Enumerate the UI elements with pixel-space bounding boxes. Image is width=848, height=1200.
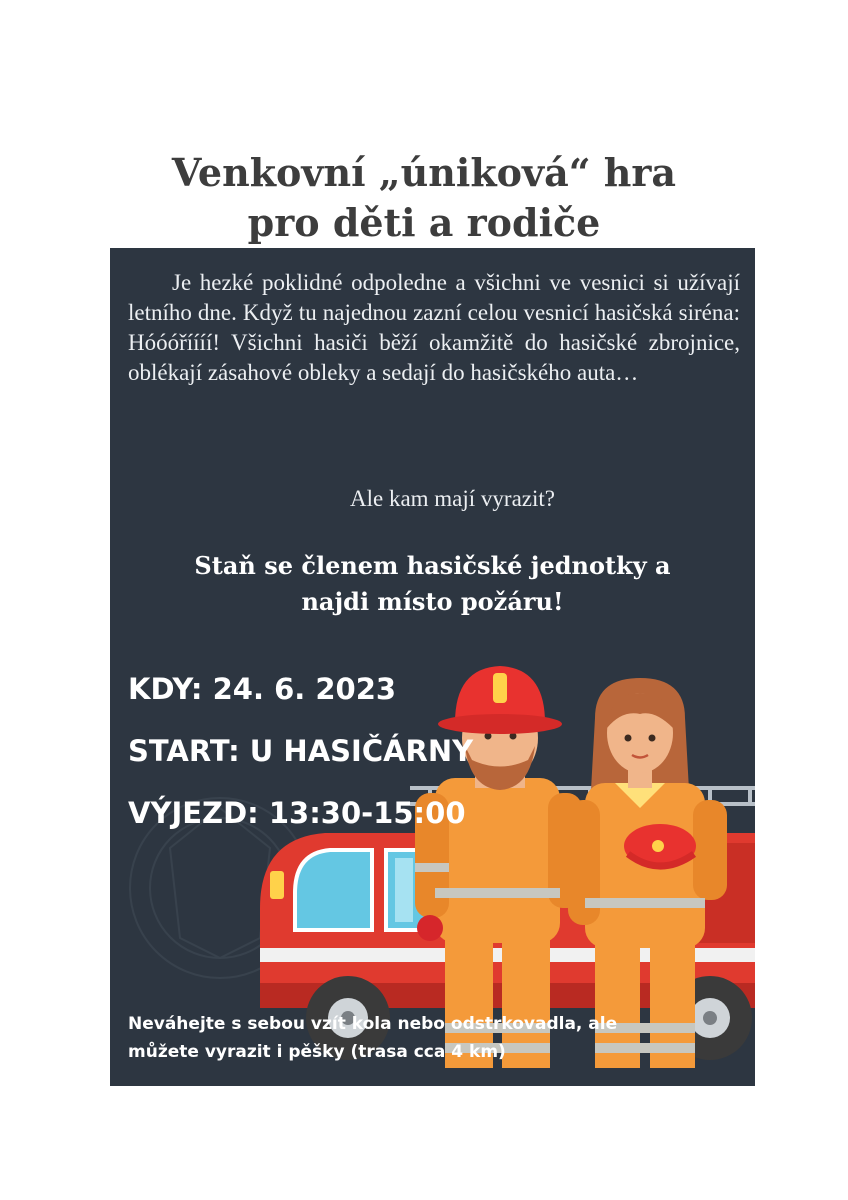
story-text: Je hezké poklidné odpoledne a všichni ve vesnici si užívají letního dne. Když tu najednou zazní celou vesnicí hasičská siréna: Hóóóříííí! Všichni hasiči běží okamžitě do hasičské zbrojnice, oblékají zásahové obleky a sedají do hasičského auta… xyxy=(128,270,740,385)
title-line-2: pro děti a rodiče xyxy=(247,200,601,245)
info-when: KDY: 24. 6. 2023 xyxy=(128,672,397,706)
page-title xyxy=(0,148,848,248)
cta-line-1: Staň se členem hasičské jednotky a xyxy=(194,551,671,580)
poster-panel xyxy=(110,248,755,1086)
footer-line-1: Neváhejte s sebou vzít kola nebo odstrkovadla, ale xyxy=(128,1014,618,1034)
cta-line-2: najdi místo požáru! xyxy=(301,587,564,616)
firefighters-illustration xyxy=(110,248,755,1086)
footer-line-2: můžete vyrazit i pěšky (trasa cca 4 km) xyxy=(128,1042,506,1062)
footer-note xyxy=(128,1010,748,1066)
title-line-1: Venkovní „úniková“ hra xyxy=(171,150,677,195)
info-start: START: U HASIČÁRNY xyxy=(128,734,474,768)
question-text: Ale kam mají vyrazit? xyxy=(349,486,555,511)
info-departure: VÝJEZD: 13:30-15:00 xyxy=(128,796,466,830)
